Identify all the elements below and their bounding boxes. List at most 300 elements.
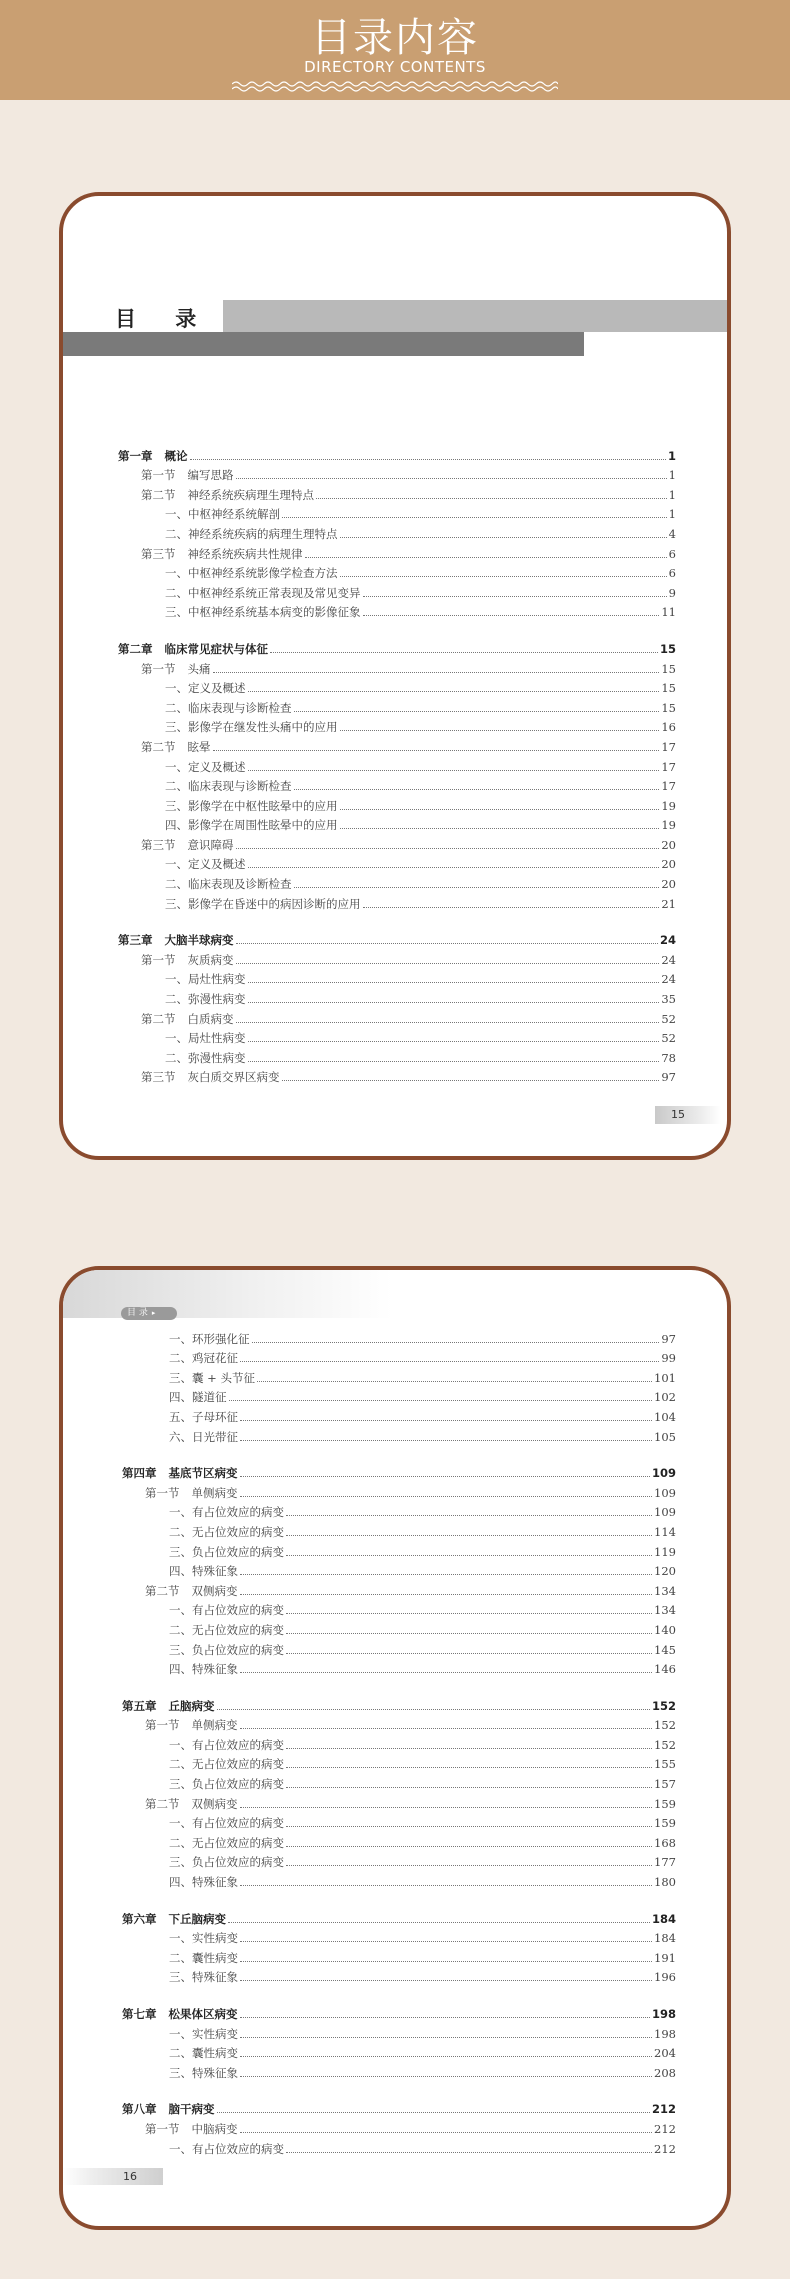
toc-entry[interactable] xyxy=(122,1347,676,1367)
toc-entry-title: 神经系统疾病共性规律 xyxy=(187,546,303,561)
toc-entry-page: 104 xyxy=(654,1409,676,1424)
toc-entry-label xyxy=(145,1796,238,1812)
toc-entry[interactable] xyxy=(118,892,676,912)
toc-entry-page: 15 xyxy=(659,641,676,656)
toc-entry[interactable] xyxy=(122,1386,676,1406)
toc-entry[interactable] xyxy=(118,677,676,697)
toc-entry[interactable] xyxy=(118,755,676,775)
toc-entry[interactable] xyxy=(118,1046,676,1066)
toc-entry-page: 24 xyxy=(661,972,676,987)
toc-entry[interactable] xyxy=(118,968,676,988)
toc-entry[interactable] xyxy=(122,1870,676,1890)
toc-entry-label xyxy=(169,1563,238,1579)
dot-leader xyxy=(286,1653,652,1654)
toc-entry-page: 15 xyxy=(661,700,676,715)
toc-entry-page: 184 xyxy=(654,1931,676,1946)
toc-entry-title: 二、神经系统疾病的病理生理特点 xyxy=(165,526,338,541)
toc-entry-title: 一、有占位效应的病变 xyxy=(169,1737,284,1752)
toc-entry-title: 白质病变 xyxy=(187,1011,234,1026)
toc-entry-label xyxy=(141,546,303,562)
toc-entry-label xyxy=(169,1389,227,1405)
toc-entry-title: 神经系统疾病理生理特点 xyxy=(187,487,314,502)
dot-leader xyxy=(248,1061,660,1062)
toc-entry-page: 191 xyxy=(654,1950,676,1965)
toc-entry-label xyxy=(169,1331,250,1347)
toc-entry-number: 第二节 xyxy=(145,1796,180,1811)
toc-entry[interactable] xyxy=(118,601,676,621)
dot-leader xyxy=(286,1787,652,1788)
toc-entry-title: 三、囊 + 头节征 xyxy=(169,1370,255,1385)
toc-entry-label xyxy=(165,856,246,872)
toc-entry-title: 灰质病变 xyxy=(187,952,234,967)
toc-entry[interactable] xyxy=(122,2061,676,2081)
toc-entry-title: 下丘脑病变 xyxy=(168,1911,226,1926)
toc-entry-title: 双侧病变 xyxy=(191,1583,238,1598)
toc-entry-label xyxy=(118,641,268,657)
toc-entry-label xyxy=(145,2121,238,2137)
toc-entry[interactable] xyxy=(118,581,676,601)
dot-leader xyxy=(240,1440,652,1441)
toc-entry-title: 四、隧道征 xyxy=(169,1390,227,1405)
toc-entry-page: 208 xyxy=(654,2065,676,2080)
toc-entry-page: 21 xyxy=(661,896,676,911)
toc-entry[interactable] xyxy=(118,542,676,562)
dot-leader xyxy=(286,1865,652,1866)
toc-entry-title: 一、有占位效应的病变 xyxy=(169,1816,284,1831)
toc-entry-title: 二、囊性病变 xyxy=(169,1950,238,1965)
toc-entry-title: 四、特殊征象 xyxy=(169,1662,238,1677)
toc-entry-page: 78 xyxy=(661,1050,676,1065)
toc-entry-page: 145 xyxy=(654,1642,676,1657)
toc-entry-label xyxy=(165,680,246,696)
toc-entry-title: 一、实性病变 xyxy=(169,2026,238,2041)
toc-entry-label xyxy=(165,1030,246,1046)
toc-entry-label xyxy=(165,506,280,522)
toc-entry-number: 第二节 xyxy=(141,1011,176,1026)
toc-entry-page: 16 xyxy=(661,720,676,735)
toc-entry-label xyxy=(122,1465,238,1481)
toc-entry[interactable] xyxy=(122,1481,676,1501)
dot-leader xyxy=(286,1515,652,1516)
dot-leader xyxy=(240,1885,652,1886)
toc-entry-title: 三、影像学在昏迷中的病因诊断的应用 xyxy=(165,896,361,911)
dot-leader xyxy=(248,867,660,868)
heading-bar-light xyxy=(223,300,731,332)
toc-entry-page: 146 xyxy=(654,1662,676,1677)
toc-entry[interactable] xyxy=(122,2002,676,2022)
dot-leader xyxy=(286,1748,652,1749)
toc-entry[interactable] xyxy=(122,1638,676,1658)
dot-leader xyxy=(248,1002,660,1003)
dot-leader xyxy=(282,1080,660,1081)
toc-entry-label xyxy=(165,700,292,716)
toc-entry-page: 24 xyxy=(659,933,676,948)
dot-leader xyxy=(213,672,660,673)
toc-entry[interactable] xyxy=(118,929,676,949)
dot-leader xyxy=(286,1767,652,1768)
toc-entry-number: 第二节 xyxy=(141,739,176,754)
toc-entry[interactable] xyxy=(118,853,676,873)
toc-entry[interactable] xyxy=(122,1946,676,1966)
toc-entry-title: 三、负占位效应的病变 xyxy=(169,1544,284,1559)
toc-entry-title: 一、定义及概述 xyxy=(165,681,246,696)
toc-entry-page: 159 xyxy=(654,1816,676,1831)
toc-entry-page: 212 xyxy=(651,2102,676,2117)
toc-list xyxy=(118,444,676,1085)
toc-entry-title: 六、日光带征 xyxy=(169,1429,238,1444)
toc-entry-label xyxy=(169,1874,238,1890)
dot-leader xyxy=(217,2112,650,2113)
toc-entry[interactable] xyxy=(118,522,676,542)
toc-entry-label xyxy=(169,1815,284,1831)
toc-entry-title: 三、影像学在中枢性眩晕中的应用 xyxy=(165,798,338,813)
toc-entry-page: 152 xyxy=(654,1737,676,1752)
toc-entry-page: 52 xyxy=(661,1031,676,1046)
toc-entry-label xyxy=(169,1409,238,1425)
toc-entry[interactable] xyxy=(122,1658,676,1678)
dot-leader xyxy=(257,1381,652,1382)
toc-entry-title: 三、负占位效应的病变 xyxy=(169,1642,284,1657)
toc-entry[interactable] xyxy=(122,1560,676,1580)
toc-entry[interactable] xyxy=(118,483,676,503)
toc-entry-label xyxy=(169,1835,284,1851)
toc-entry-title: 一、有占位效应的病变 xyxy=(169,1603,284,1618)
toc-entry[interactable] xyxy=(122,2022,676,2042)
toc-entry-title: 五、子母环征 xyxy=(169,1409,238,1424)
toc-entry[interactable] xyxy=(118,833,676,853)
toc-entry-page: 1 xyxy=(668,487,676,502)
dot-leader xyxy=(240,1961,652,1962)
dot-leader xyxy=(340,809,660,810)
toc-entry[interactable] xyxy=(122,1366,676,1386)
toc-entry-title: 三、特殊征象 xyxy=(169,2065,238,2080)
toc-entry-page: 17 xyxy=(661,759,676,774)
toc-entry-title: 三、特殊征象 xyxy=(169,1970,238,1985)
toc-entry[interactable] xyxy=(122,1405,676,1425)
toc-entry-page: 109 xyxy=(651,1466,676,1481)
toc-entry-page: 17 xyxy=(661,739,676,754)
toc-entry-label xyxy=(141,1069,280,1085)
toc-entry[interactable] xyxy=(122,1599,676,1619)
toc-entry-title: 一、局灶性病变 xyxy=(165,1031,246,1046)
toc-entry[interactable] xyxy=(122,1327,676,1347)
toc-entry[interactable] xyxy=(118,562,676,582)
toc-entry-title: 临床常见症状与体征 xyxy=(164,641,268,656)
toc-heading: 目 录 xyxy=(115,307,213,331)
dot-leader xyxy=(236,1022,660,1023)
toc-entry-title: 二、中枢神经系统正常表现及常见变异 xyxy=(165,585,361,600)
toc-entry-number: 第二节 xyxy=(145,1583,180,1598)
toc-entry-label xyxy=(165,876,292,892)
dot-leader xyxy=(248,770,660,771)
running-header xyxy=(63,1270,393,1318)
toc-entry[interactable] xyxy=(122,1425,676,1445)
toc-entry-page: 157 xyxy=(654,1777,676,1792)
dot-leader xyxy=(286,1535,652,1536)
toc-entry[interactable] xyxy=(122,2137,676,2157)
toc-entry-label xyxy=(141,837,234,853)
toc-entry-label xyxy=(169,2141,284,2157)
toc-entry-title: 一、中枢神经系统解剖 xyxy=(165,507,280,522)
toc-entry-title: 一、定义及概述 xyxy=(165,759,246,774)
toc-entry[interactable] xyxy=(118,1007,676,1027)
toc-entry-label xyxy=(165,1050,246,1066)
toc-entry-label xyxy=(141,1011,234,1027)
dot-leader xyxy=(240,1980,652,1981)
toc-entry[interactable] xyxy=(118,464,676,484)
dot-leader xyxy=(217,1709,650,1710)
dot-leader xyxy=(240,1807,653,1808)
toc-entry-label xyxy=(165,719,338,735)
toc-entry-label xyxy=(169,1756,284,1772)
toc-entry[interactable] xyxy=(118,444,676,464)
toc-entry[interactable] xyxy=(122,1753,676,1773)
banner-title: 目录内容 xyxy=(311,15,479,61)
toc-entry-label xyxy=(169,1350,238,1366)
dot-leader xyxy=(240,1420,652,1421)
toc-entry[interactable] xyxy=(118,657,676,677)
toc-entry-title: 一、定义及概述 xyxy=(165,857,246,872)
toc-entry-page: 114 xyxy=(654,1524,676,1539)
toc-entry-title: 二、临床表现及诊断检查 xyxy=(165,877,292,892)
toc-entry-label xyxy=(169,1602,284,1618)
toc-entry-label xyxy=(141,952,234,968)
toc-entry-label xyxy=(165,817,338,833)
toc-entry-page: 1 xyxy=(668,468,676,483)
toc-entry-label xyxy=(169,1950,238,1966)
dot-leader xyxy=(294,789,660,790)
toc-entry-number: 第三章 xyxy=(118,933,153,948)
toc-entry[interactable] xyxy=(122,1462,676,1482)
toc-entry[interactable] xyxy=(122,1540,676,1560)
toc-list xyxy=(122,1327,676,2157)
toc-entry-label xyxy=(122,2006,238,2022)
toc-entry-label xyxy=(165,526,338,542)
toc-entry[interactable] xyxy=(118,637,676,657)
toc-entry-page: 120 xyxy=(654,1564,676,1579)
toc-entry[interactable] xyxy=(118,735,676,755)
toc-entry-label xyxy=(169,1370,255,1386)
toc-entry[interactable] xyxy=(122,1851,676,1871)
toc-entry-page: 4 xyxy=(668,526,676,541)
toc-entry-label xyxy=(122,1911,226,1927)
toc-entry[interactable] xyxy=(118,794,676,814)
toc-entry[interactable] xyxy=(122,1927,676,1947)
dot-leader xyxy=(294,887,660,888)
toc-entry-label xyxy=(141,661,211,677)
toc-entry-title: 单侧病变 xyxy=(191,1718,238,1733)
dot-leader xyxy=(248,691,660,692)
toc-entry-label xyxy=(169,1776,284,1792)
toc-entry-page: 119 xyxy=(654,1544,676,1559)
toc-entry-number: 第一章 xyxy=(118,448,153,463)
toc-entry-page: 52 xyxy=(661,1011,676,1026)
heading-bar-dark xyxy=(63,332,584,356)
toc-entry-title: 大脑半球病变 xyxy=(164,933,234,948)
toc-entry-title: 意识障碍 xyxy=(187,837,234,852)
toc-entry-page: 19 xyxy=(661,798,676,813)
toc-entry-page: 155 xyxy=(654,1757,676,1772)
toc-entry[interactable] xyxy=(122,1579,676,1599)
toc-entry-page: 19 xyxy=(661,818,676,833)
toc-entry-page: 198 xyxy=(654,2026,676,2041)
banner-subtitle: DIRECTORY CONTENTS xyxy=(304,58,486,76)
dot-leader xyxy=(240,1941,652,1942)
dot-leader xyxy=(340,730,660,731)
toc-entry-page: 196 xyxy=(654,1970,676,1985)
toc-entry-number: 第七章 xyxy=(122,2007,157,2021)
toc-entry-label xyxy=(169,1622,284,1638)
toc-entry-label xyxy=(165,759,246,775)
toc-entry-title: 二、无占位效应的病变 xyxy=(169,1622,284,1637)
dot-leader xyxy=(286,2152,652,2153)
toc-entry-label xyxy=(165,585,361,601)
toc-entry-title: 灰白质交界区病变 xyxy=(187,1070,280,1085)
dot-leader xyxy=(248,982,660,983)
toc-entry[interactable] xyxy=(122,1772,676,1792)
toc-entry[interactable] xyxy=(118,872,676,892)
toc-entry-page: 11 xyxy=(661,605,676,620)
toc-entry-number: 第五章 xyxy=(122,1698,157,1713)
toc-entry[interactable] xyxy=(118,987,676,1007)
toc-entry-label xyxy=(169,1661,238,1677)
dot-leader xyxy=(240,2076,652,2077)
dot-leader xyxy=(236,943,658,944)
dot-leader xyxy=(213,750,660,751)
toc-entry-page: 101 xyxy=(654,1370,676,1385)
toc-entry[interactable] xyxy=(118,503,676,523)
toc-entry-title: 四、特殊征象 xyxy=(169,1875,238,1890)
dot-leader xyxy=(286,1555,652,1556)
toc-entry[interactable] xyxy=(122,1618,676,1638)
toc-entry[interactable] xyxy=(122,1694,676,1714)
toc-entry-number: 第一节 xyxy=(141,468,176,483)
toc-entry-page: 35 xyxy=(661,992,676,1007)
toc-entry-label xyxy=(165,604,361,620)
toc-entry[interactable] xyxy=(122,1733,676,1753)
toc-entry-page: 168 xyxy=(654,1835,676,1850)
dot-leader xyxy=(240,1594,653,1595)
toc-entry-page: 180 xyxy=(654,1875,676,1890)
toc-entry-title: 单侧病变 xyxy=(191,1485,238,1500)
toc-entry[interactable] xyxy=(122,1792,676,1812)
toc-entry[interactable] xyxy=(122,1520,676,1540)
toc-entry[interactable] xyxy=(118,775,676,795)
toc-entry[interactable] xyxy=(122,1907,676,1927)
toc-entry[interactable] xyxy=(118,814,676,834)
toc-entry-number: 第三节 xyxy=(141,546,176,561)
toc-page-15 xyxy=(59,192,731,1160)
header-tag xyxy=(121,1307,177,1320)
toc-entry-title: 三、负占位效应的病变 xyxy=(169,1777,284,1792)
toc-entry[interactable] xyxy=(118,696,676,716)
dot-leader xyxy=(286,1826,652,1827)
toc-entry[interactable] xyxy=(122,1714,676,1734)
toc-entry-label xyxy=(118,448,188,464)
top-banner xyxy=(0,0,790,100)
toc-entry-page: 204 xyxy=(654,2046,676,2061)
dot-leader xyxy=(286,1613,652,1614)
toc-entry-page: 24 xyxy=(661,952,676,967)
toc-entry-title: 头痛 xyxy=(187,661,211,676)
toc-entry-page: 20 xyxy=(661,877,676,892)
dot-leader xyxy=(363,596,667,597)
toc-entry[interactable] xyxy=(122,2042,676,2062)
dot-leader xyxy=(316,498,667,499)
toc-entry-title: 一、实性病变 xyxy=(169,1931,238,1946)
dot-leader xyxy=(236,963,660,964)
toc-entry-title: 概论 xyxy=(164,448,188,463)
toc-entry-page: 184 xyxy=(651,1911,676,1926)
toc-entry-number: 第三节 xyxy=(141,1070,176,1085)
toc-entry-page: 15 xyxy=(661,681,676,696)
toc-entry-label xyxy=(165,565,338,581)
page-number: 16 xyxy=(63,2168,163,2185)
toc-entry-label xyxy=(165,896,361,912)
dot-leader xyxy=(240,2056,652,2057)
page-number: 15 xyxy=(655,1106,721,1124)
toc-entry[interactable] xyxy=(122,1812,676,1832)
toc-entry-label xyxy=(145,1583,238,1599)
toc-entry-page: 109 xyxy=(654,1505,676,1520)
toc-entry-page: 102 xyxy=(654,1390,676,1405)
toc-entry-page: 6 xyxy=(668,566,676,581)
dot-leader xyxy=(340,576,667,577)
toc-entry-page: 17 xyxy=(661,779,676,794)
toc-entry-label xyxy=(169,1429,238,1445)
toc-entry[interactable] xyxy=(122,1831,676,1851)
toc-entry[interactable] xyxy=(122,2098,676,2118)
toc-entry-label xyxy=(169,1524,284,1540)
dot-leader xyxy=(240,1672,652,1673)
toc-entry-label xyxy=(169,1504,284,1520)
toc-entry-label xyxy=(141,487,314,503)
toc-entry[interactable] xyxy=(118,716,676,736)
dot-leader xyxy=(363,615,660,616)
toc-entry-label xyxy=(165,971,246,987)
dot-leader xyxy=(240,2132,653,2133)
dot-leader xyxy=(240,1728,653,1729)
toc-entry-label xyxy=(169,2026,238,2042)
toc-entry-number: 第二节 xyxy=(141,487,176,502)
toc-entry-number: 第一节 xyxy=(145,2121,180,2136)
toc-entry[interactable] xyxy=(122,2117,676,2137)
dot-leader xyxy=(252,1342,660,1343)
toc-entry-title: 二、鸡冠花征 xyxy=(169,1351,238,1366)
toc-entry-label xyxy=(122,1698,215,1714)
toc-entry[interactable] xyxy=(118,1027,676,1047)
toc-entry-title: 一、中枢神经系统影像学检查方法 xyxy=(165,566,338,581)
toc-entry-label xyxy=(118,932,234,948)
toc-entry-page: 99 xyxy=(661,1351,676,1366)
toc-entry-title: 眩晕 xyxy=(187,739,211,754)
dot-leader xyxy=(236,478,667,479)
dot-leader xyxy=(286,1846,652,1847)
toc-entry-page: 6 xyxy=(668,546,676,561)
dot-leader xyxy=(286,1633,652,1634)
toc-entry[interactable] xyxy=(122,1966,676,1986)
toc-entry[interactable] xyxy=(122,1501,676,1521)
toc-entry-page: 198 xyxy=(651,2007,676,2021)
toc-entry-title: 二、临床表现与诊断检查 xyxy=(165,779,292,794)
toc-entry[interactable] xyxy=(118,1066,676,1086)
toc-entry[interactable] xyxy=(118,948,676,968)
toc-entry-page: 109 xyxy=(654,1485,676,1500)
dot-leader xyxy=(240,2037,652,2038)
toc-entry-title: 三、中枢神经系统基本病变的影像征象 xyxy=(165,605,361,620)
toc-entry-number: 第八章 xyxy=(122,2102,157,2117)
toc-entry-label xyxy=(141,467,234,483)
